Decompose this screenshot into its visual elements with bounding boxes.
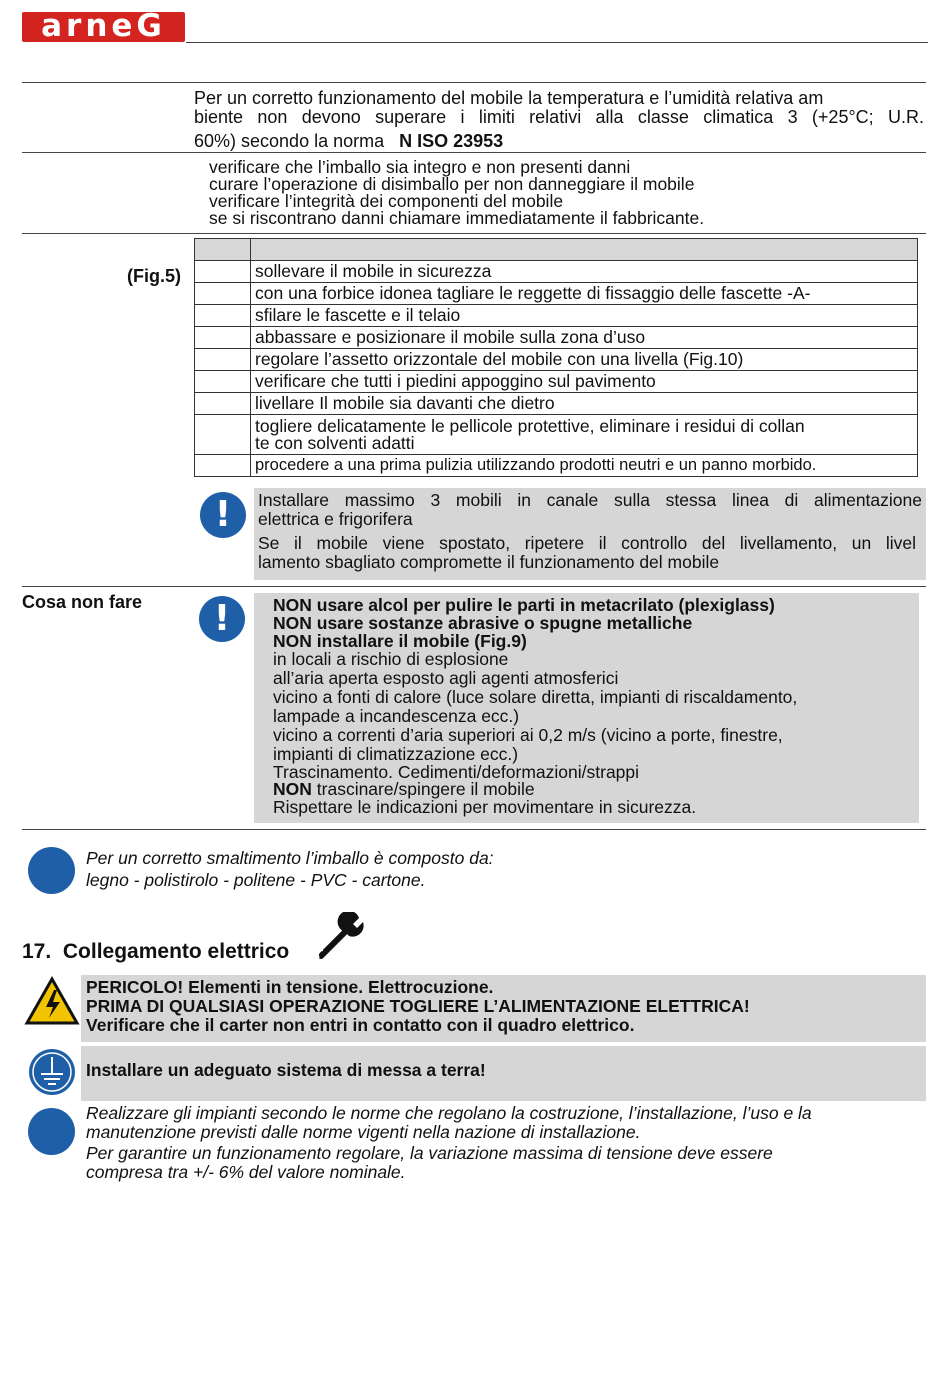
divider bbox=[22, 829, 926, 830]
norms-line: Per garantire un funzionamento regolare, la variazione massima di tensione deve essere bbox=[86, 1143, 773, 1163]
dont-line: lampade a incandescenza ecc.) bbox=[273, 706, 520, 726]
step-text: con una forbice idonea tagliare le reggette di fissaggio delle fascette -A- bbox=[251, 283, 918, 305]
step-text: togliere delicatamente le pellicole protettive, eliminare i residui di collan te con solventi adatti bbox=[251, 415, 918, 455]
inspection-item: curare l’operazione di disimballo per non danneggiare il mobile bbox=[209, 174, 695, 194]
inspection-item: se si riscontrano danni chiamare immediatamente il fabbricante. bbox=[209, 208, 705, 228]
warning-triangle-icon bbox=[24, 976, 80, 1026]
procedure-table bbox=[194, 238, 918, 477]
notice-line: Se il mobile viene spostato, ripetere il controllo del livellamento, un livel bbox=[258, 533, 916, 553]
recycle-icon bbox=[28, 847, 75, 894]
norms-line: manutenzione previsti dalle norme vigenti nella nazione di installazione. bbox=[86, 1122, 641, 1142]
divider bbox=[22, 152, 926, 153]
dont-line: Rispettare le indicazioni per movimentare in sicurezza. bbox=[273, 797, 697, 817]
table-row bbox=[195, 349, 918, 371]
climate-line-2: biente non devono superare i limiti relativi alla classe climatica 3 (+25°C; U.R. bbox=[194, 107, 924, 127]
divider bbox=[22, 233, 926, 234]
section-heading bbox=[22, 940, 289, 964]
ground-icon bbox=[28, 1048, 76, 1096]
inspection-item: verificare che l’imballo sia integro e non presenti danni bbox=[209, 157, 631, 177]
arneg-logo: arneG bbox=[22, 12, 185, 42]
dont-line: vicino a correnti d’aria superiori ai 0,2 m/s (vicino a porte, finestre, bbox=[273, 725, 783, 745]
header-rule bbox=[186, 42, 928, 43]
step-text: sfilare le fascette e il telaio bbox=[251, 305, 918, 327]
dont-label: Cosa non fare bbox=[22, 592, 143, 612]
step-text: abbassare e posizionare il mobile sulla zona d’uso bbox=[251, 327, 918, 349]
info-icon bbox=[28, 1108, 75, 1155]
climate-line-1: Per un corretto funzionamento del mobile la temperatura e l’umidità relativa am bbox=[194, 88, 824, 108]
exclamation-icon: ! bbox=[199, 596, 245, 642]
step-text: regolare l’assetto orizzontale del mobile con una livella (Fig.10) bbox=[251, 349, 918, 371]
dont-bold-line: NON usare alcol per pulire le parti in metacrilato (plexiglass) bbox=[273, 595, 775, 615]
dont-line: vicino a fonti di calore (luce solare diretta, impianti di riscaldamento, bbox=[273, 687, 798, 707]
dont-bold-line: NON usare sostanze abrasive o spugne metalliche bbox=[273, 613, 693, 633]
table-row bbox=[195, 305, 918, 327]
wrench-icon bbox=[315, 912, 369, 960]
step-text: sollevare il mobile in sicurezza bbox=[251, 261, 918, 283]
table-row bbox=[195, 261, 918, 283]
norms-line: Realizzare gli impianti secondo le norme che regolano la costruzione, l’installazione, l’uso e la bbox=[86, 1103, 812, 1123]
danger-line: PRIMA DI QUALSIASI OPERAZIONE TOGLIERE L’ALIMENTAZIONE ELETTRICA! bbox=[86, 996, 750, 1016]
disposal-line: legno - polistirolo - politene - PVC - cartone. bbox=[86, 870, 426, 890]
table-header-row bbox=[195, 239, 918, 261]
step-text: verificare che tutti i piedini appoggino sul pavimento bbox=[251, 371, 918, 393]
exclamation-icon: ! bbox=[200, 492, 246, 538]
norm-reference: N ISO 23953 bbox=[399, 131, 504, 151]
dont-bold-line: NON installare il mobile (Fig.9) bbox=[273, 631, 527, 651]
fig-label: (Fig.5) bbox=[127, 266, 181, 286]
climate-line-3 bbox=[194, 132, 503, 150]
notice-line: lamento sbagliato compromette il funzionamento del mobile bbox=[258, 552, 720, 572]
divider bbox=[22, 586, 926, 587]
step-text: livellare Il mobile sia davanti che dietro bbox=[251, 393, 918, 415]
norms-line: compresa tra +/- 6% del valore nominale. bbox=[86, 1162, 406, 1182]
table-row bbox=[195, 371, 918, 393]
table-row bbox=[195, 455, 918, 477]
table-row bbox=[195, 393, 918, 415]
dont-line: Trascinamento. Cedimenti/deformazioni/strappi bbox=[273, 762, 640, 782]
climate-text: 60%) secondo la norma bbox=[194, 131, 385, 151]
ground-text: Installare un adeguato sistema di messa a terra! bbox=[86, 1060, 486, 1080]
table-row bbox=[195, 415, 918, 455]
notice-line: elettrica e frigorifera bbox=[258, 509, 413, 529]
notice-line: Installare massimo 3 mobili in canale sulla stessa linea di alimentazione bbox=[258, 490, 922, 510]
disposal-line: Per un corretto smaltimento l’imballo è composto da: bbox=[86, 848, 494, 868]
danger-line: Verificare che il carter non entri in contatto con il quadro elettrico. bbox=[86, 1015, 635, 1035]
inspection-item: verificare l’integrità dei componenti del mobile bbox=[209, 191, 564, 211]
dont-line: all’aria aperta esposto agli agenti atmosferici bbox=[273, 668, 619, 688]
dont-line: NON trascinare/spingere il mobile bbox=[273, 779, 535, 799]
table-row bbox=[195, 327, 918, 349]
step-text: procedere a una prima pulizia utilizzando prodotti neutri e un panno morbido. bbox=[251, 455, 918, 477]
section-number: 17. bbox=[22, 940, 52, 963]
danger-line: PERICOLO! Elementi in tensione. Elettrocuzione. bbox=[86, 977, 494, 997]
dont-line: in locali a rischio di esplosione bbox=[273, 649, 509, 669]
section-title: Collegamento elettrico bbox=[62, 940, 290, 963]
dont-line: impianti di climatizzazione ecc.) bbox=[273, 744, 519, 764]
divider bbox=[22, 82, 926, 83]
table-row bbox=[195, 283, 918, 305]
